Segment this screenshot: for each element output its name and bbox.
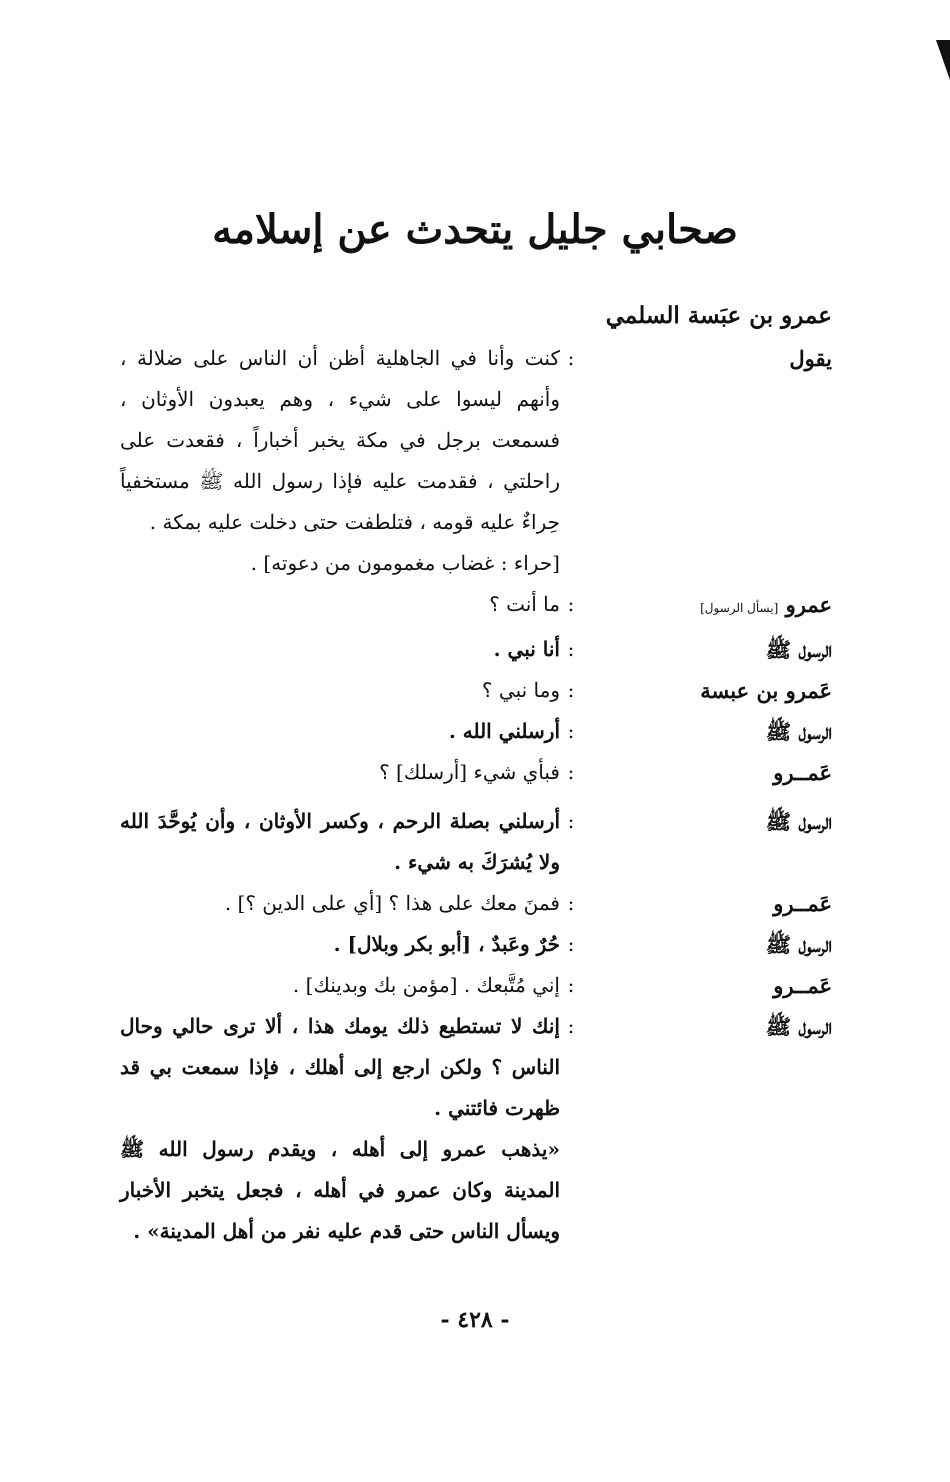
dialogue-text: وما نبي ؟ (481, 678, 560, 702)
speaker-name: يقول (789, 346, 832, 371)
dialogue-text: أرسلني بصلة الرحم ، وكسر الأوثان ، وأن يُوحَّدَ الله ولا يُشرَكَ به شيء . (120, 809, 560, 874)
colon-separator: : (567, 1014, 575, 1038)
speaker-label (582, 629, 832, 670)
dialogue-text: ما أنت ؟ (489, 592, 560, 616)
speaker-name: الرسول ﷺ (765, 932, 832, 957)
dialogue-row (120, 711, 832, 752)
dialogue-row (120, 924, 832, 965)
speaker-label (582, 584, 832, 629)
dialogue-row (120, 584, 832, 629)
speaker-label (582, 801, 832, 842)
dialogue-row (120, 965, 832, 1006)
speaker-label (582, 883, 832, 924)
dialogue-line: كنت وأنا في الجاهلية أظن أن الناس على ضلالة ، وأنهم ليسوا على شيء ، وهم يعبدون الأوثان ، فسمعت برجل في مكة يخبر أخباراً ، فقعدت على راحلتي ، فقدمت عليه فإذا رسول الله ﷺ مستخفياً حِراءٌ عليه قومه ، فتلطفت حتى دخلت عليه بمكة . (120, 346, 560, 534)
speaker-label (582, 338, 832, 379)
colon-separator: : (567, 809, 575, 833)
dialogue-text: أنا نبي . (493, 637, 560, 661)
speaker-name: عَمرو بن عبسة (700, 678, 832, 703)
speaker-name: عَمــرو (773, 891, 832, 916)
dialogue-text: إنك لا تستطيع ذلك يومك هذا ، ألا ترى حالي وحال الناس ؟ ولكن ارجع إلى أهلك ، فإذا سمعت بي قد ظهرت فائتني . (120, 1014, 560, 1120)
colon-separator: : (567, 891, 575, 915)
dialogue-text: فمنَ معك على هذا ؟ [أي على الدين ؟] . (224, 891, 560, 915)
dialogue-row (120, 629, 832, 670)
speaker-name: عَمــرو (773, 973, 832, 998)
colon-separator: : (567, 932, 575, 956)
colon-separator: : (567, 346, 575, 370)
speaker-name: الرسول ﷺ (765, 809, 832, 834)
speaker-label (582, 924, 832, 965)
speaker-name: الرسول ﷺ (765, 637, 832, 662)
dialogue-text: أرسلني الله . (448, 719, 560, 743)
colon-separator: : (567, 637, 575, 661)
dialogue-row (120, 883, 832, 924)
page-title: صحابي جليل يتحدث عن إسلامه (212, 206, 738, 253)
speaker-note: [يسأل الرسول] (700, 601, 779, 615)
dialogue-row (120, 801, 832, 883)
speaker-label (582, 752, 832, 793)
page-number: - ٤٢٨ - (440, 1307, 510, 1333)
dialogue-text (120, 338, 560, 584)
dialogue-text: حُرٌ وعَبدٌ ، [أبو بكر وبلال] . (333, 932, 560, 956)
page-corner-mark (936, 40, 950, 80)
dialogue (120, 338, 832, 1252)
dialogue-text: فبأي شيء [أرسلك] ؟ (379, 760, 560, 784)
colon-separator: : (567, 719, 575, 743)
dialogue-row (120, 338, 832, 584)
dialogue-row (120, 670, 832, 711)
dialogue-row (120, 1006, 832, 1129)
dialogue-row (120, 752, 832, 793)
narrator-heading: عمرو بن عبَسة السلمي (605, 302, 832, 329)
speaker-name: عَمــرو (773, 760, 832, 785)
speaker-label (582, 1006, 832, 1047)
speaker-label (582, 965, 832, 1006)
colon-separator: : (567, 973, 575, 997)
colon-separator: : (567, 760, 575, 784)
speaker-label (582, 711, 832, 752)
dialogue-text: إني مُتَّبعك . [مؤمن بك وبدينك] . (292, 973, 560, 997)
narration-paragraph: «يذهب عمرو إلى أهله ، ويقدم رسول الله ﷺ المدينة وكان عمرو في أهله ، فجعل يتخبر الأخبار ويسأل الناس حتى قدم عليه نفر من أهل المدينة» . (120, 1137, 560, 1243)
speaker-label (582, 670, 832, 711)
colon-separator: : (567, 592, 575, 616)
speaker-name: الرسول ﷺ (765, 719, 832, 744)
row-gap (120, 793, 832, 801)
colon-separator: : (567, 678, 575, 702)
speaker-name: الرسول ﷺ (765, 1014, 832, 1039)
speaker-name: عمرو (785, 592, 832, 617)
dialogue-note: [حراء : غضاب مغمومون من دعوته] . (250, 551, 560, 575)
